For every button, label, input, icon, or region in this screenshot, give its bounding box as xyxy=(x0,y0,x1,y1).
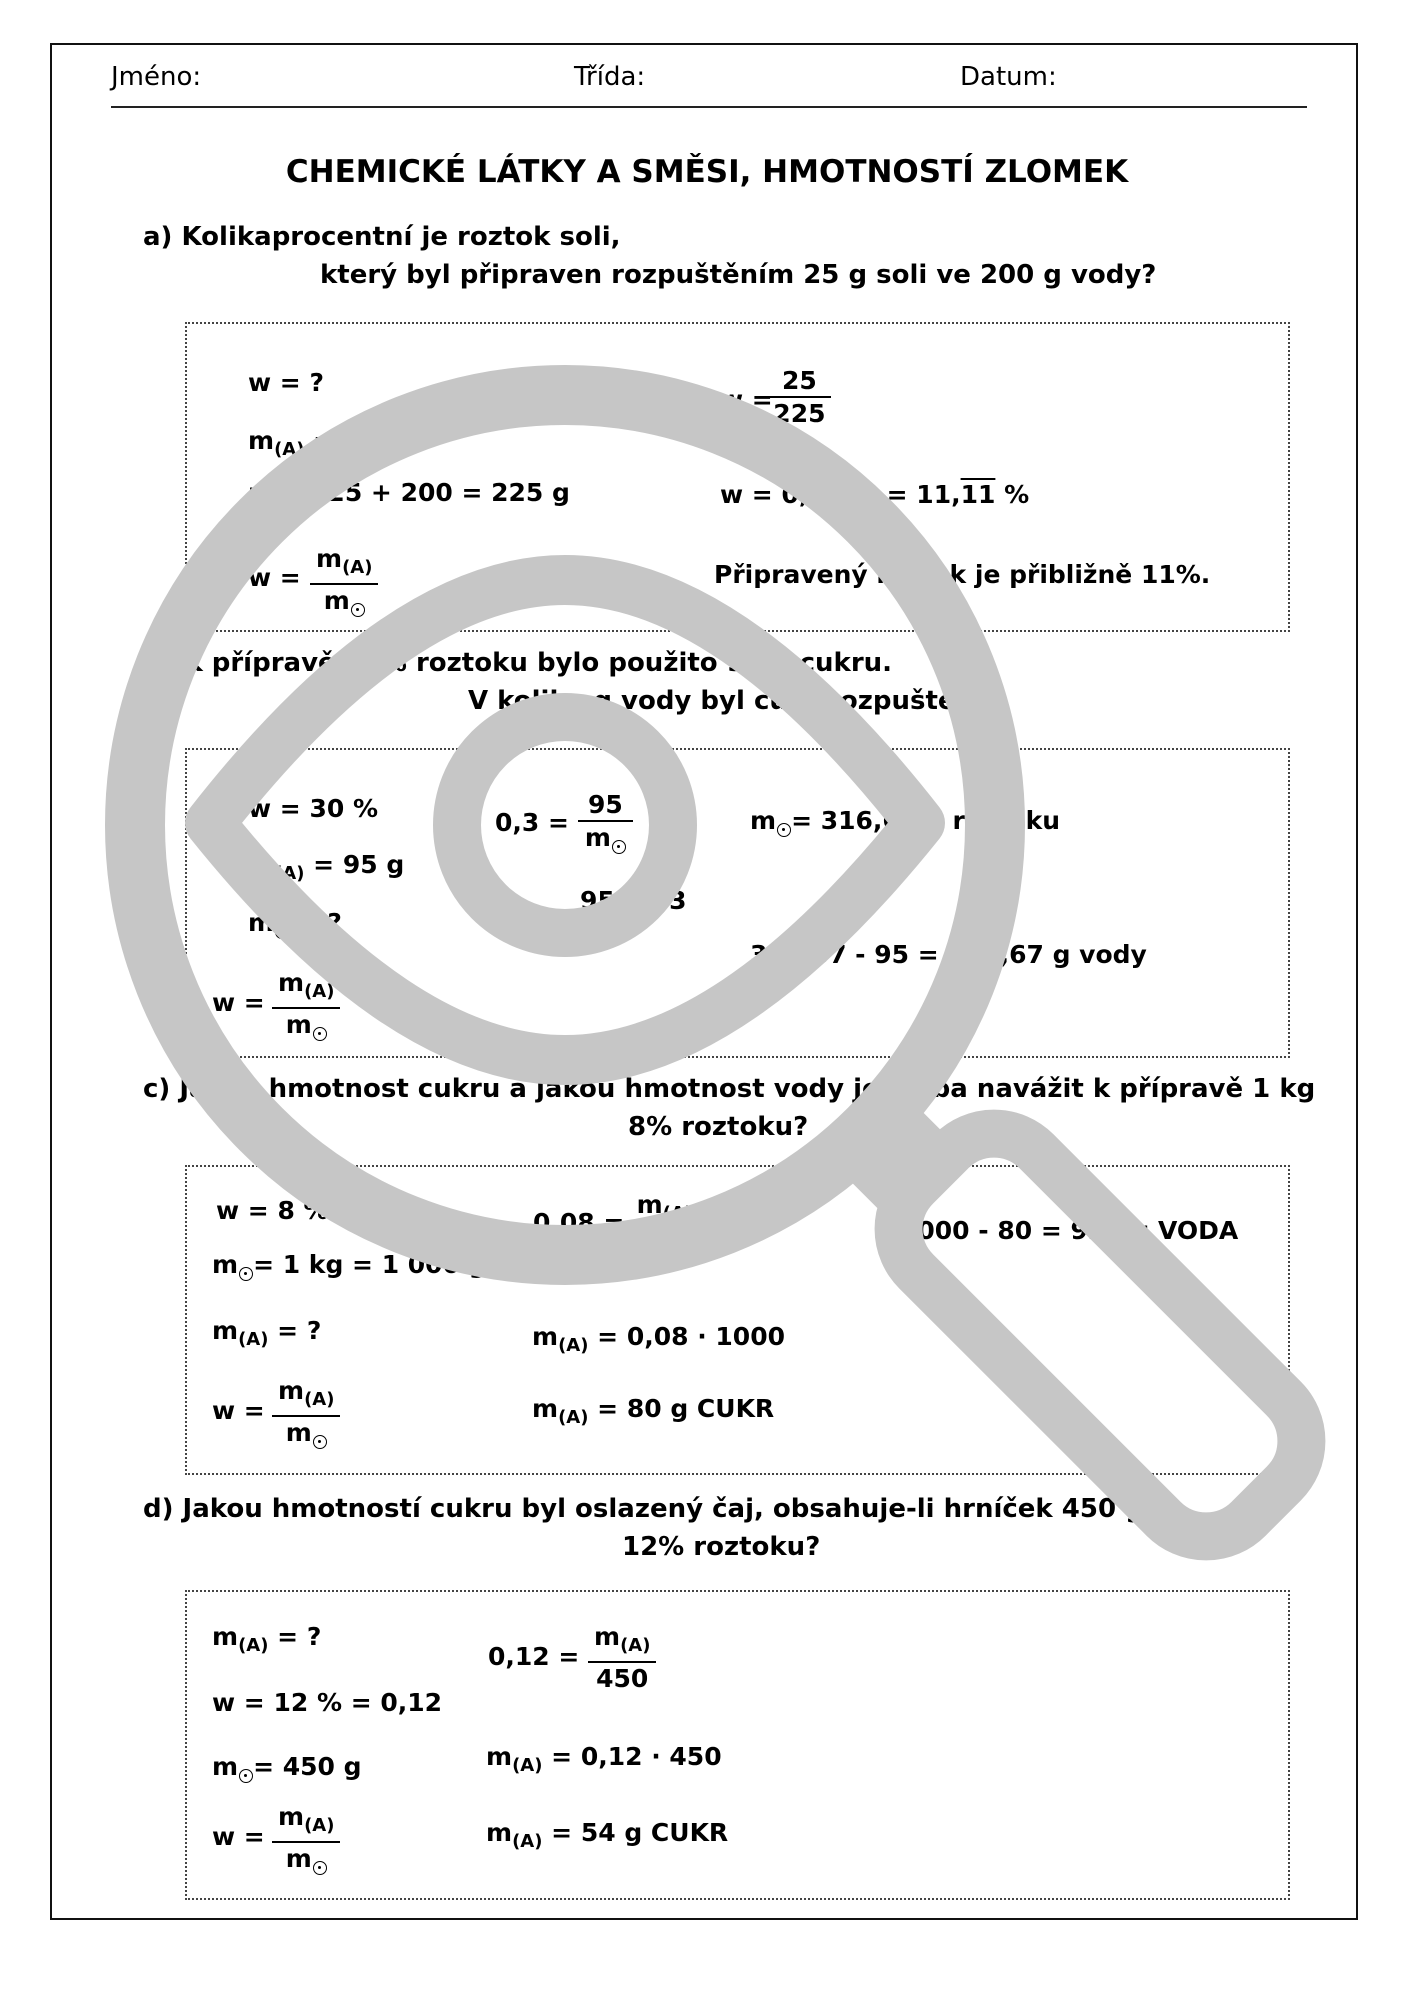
class-label: Třída: xyxy=(574,62,646,92)
solution-symbol-icon xyxy=(239,1769,253,1783)
a-calc-result: w = 0,1111 = 11,11 % xyxy=(720,480,1030,509)
d-given-mA: $m_{(A)}$ = ? xyxy=(212,1622,322,1656)
a-calc-den: 225 xyxy=(773,399,826,428)
c-calc-lhs: 0,08 = xyxy=(533,1208,625,1237)
c-formula-fraction: $\frac{m_{(A)}}{m}$ xyxy=(272,1376,340,1449)
solution-symbol-icon xyxy=(239,1267,253,1281)
solution-symbol-icon xyxy=(275,495,289,509)
a-formula-lhs: w = xyxy=(248,563,301,592)
question-d-line2: 12% roztoku? xyxy=(622,1532,821,1562)
c-given-mA: $m_{(A)}$ = ? xyxy=(212,1316,322,1350)
question-b-line1: b) K přípravě 30% roztoku bylo použito 95 g cukru. xyxy=(143,648,893,678)
solution-symbol-icon xyxy=(777,823,791,837)
d-calc-fraction: $\frac{m_{(A)}}{450}$ xyxy=(588,1622,656,1695)
question-c-line1: c) Jakou hmotnost cukru a jakou hmotnost vody je třeba navážit k přípravě 1 kg xyxy=(143,1074,1316,1104)
b-formula-fraction: $\frac{m_{(A)}}{m}$ xyxy=(272,968,340,1041)
a-answer: Připravený roztok je přibližně 11%. xyxy=(714,560,1211,589)
date-label: Datum: xyxy=(960,62,1057,92)
c-calc-step: $m_{(A)} = 0,08 \cdot 1000$ xyxy=(532,1322,785,1356)
solution-symbol-icon xyxy=(313,1435,327,1449)
question-a-line1: a) Kolikaprocentní je roztok soli, xyxy=(143,222,621,252)
solution-symbol-icon xyxy=(313,1027,327,1041)
a-formula-fraction xyxy=(310,544,378,617)
solution-symbol-icon xyxy=(313,1861,327,1875)
d-formula-lhs: w = xyxy=(212,1822,265,1851)
a-calc-num: 25 xyxy=(768,366,831,398)
name-label: Jméno: xyxy=(111,62,202,92)
question-a-line2: který byl připraven rozpuštěním 25 g soli ve 200 g vody? xyxy=(320,260,1157,290)
b-calc-water: 316,67 - 95 = 221,67 g vody xyxy=(750,940,1147,969)
d-calc-result: $m_{(A)} = 54$ g CUKR xyxy=(486,1818,729,1852)
a-calc-lhs: w = xyxy=(720,385,773,414)
d-formula-fraction: $\frac{m_{(A)}}{m}$ xyxy=(272,1802,340,1875)
c-calc-fraction: $\frac{m_{(A)}}{1000}$ xyxy=(630,1190,700,1261)
b-formula-lhs: w = xyxy=(212,988,265,1017)
a-mA-sub: (A) xyxy=(274,439,305,460)
c-given-msol: m = 1 kg = 1 000 g xyxy=(212,1250,487,1279)
b-given-w: w = 30 % xyxy=(248,794,378,823)
b-given-mA: $m_{(A)} = 95$ g xyxy=(248,850,405,884)
b-calc-fraction: $\frac{95}{m}$ xyxy=(578,790,633,854)
c-given-w: w = 8 % = 0,08 xyxy=(216,1196,429,1225)
d-given-msol: m = 450 g xyxy=(212,1752,362,1781)
b-given-msol: m = ? xyxy=(248,908,342,937)
solution-symbol-icon xyxy=(351,603,365,617)
b-calc-lhs: 0,3 = xyxy=(495,808,569,837)
b-calc-result: m = 316,67 g roztoku xyxy=(750,806,1061,835)
a-formula-num: $m_{(A)}$ xyxy=(310,544,378,585)
b-calc-step: 95 : 0,3 xyxy=(580,886,687,915)
d-given-w: w = 12 % = 0,12 xyxy=(212,1688,443,1717)
a-mA-value: = 25 g xyxy=(313,426,405,455)
d-calc-step: $m_{(A)} = 0,12 \cdot 450$ xyxy=(486,1742,722,1776)
a-msol-value: = 25 + 200 = 225 g xyxy=(297,478,570,507)
solution-symbol-icon xyxy=(612,840,626,854)
a-mA-symbol: m xyxy=(248,426,275,455)
a-formula-den: m xyxy=(310,585,378,617)
header-rule xyxy=(111,106,1307,108)
question-d-line1: d) Jakou hmotností cukru byl oslazený čaj, obsahuje-li hrníček 450 g xyxy=(143,1494,1144,1524)
a-given-w: w = ? xyxy=(248,368,324,397)
a-calc-fraction xyxy=(768,366,831,430)
a-given-mA xyxy=(248,426,404,460)
question-c-line2: 8% roztoku? xyxy=(628,1112,809,1142)
c-formula-lhs: w = xyxy=(212,1396,265,1425)
a-given-msol: m = 25 + 200 = 225 g xyxy=(248,478,570,507)
answer-box-d xyxy=(185,1590,1290,1900)
question-b-line2: V kolika g vody byl cukr rozpuštěn? xyxy=(468,686,990,716)
c-calc-result: $m_{(A)} = 80$ g CUKR xyxy=(532,1394,775,1428)
d-calc-lhs: 0,12 = xyxy=(488,1642,580,1671)
c-calc-water: 1000 - 80 = 920 g VODA xyxy=(900,1216,1239,1245)
solution-symbol-icon xyxy=(275,925,289,939)
page-title: CHEMICKÉ LÁTKY A SMĚSI, HMOTNOSTÍ ZLOMEK xyxy=(285,154,1129,190)
